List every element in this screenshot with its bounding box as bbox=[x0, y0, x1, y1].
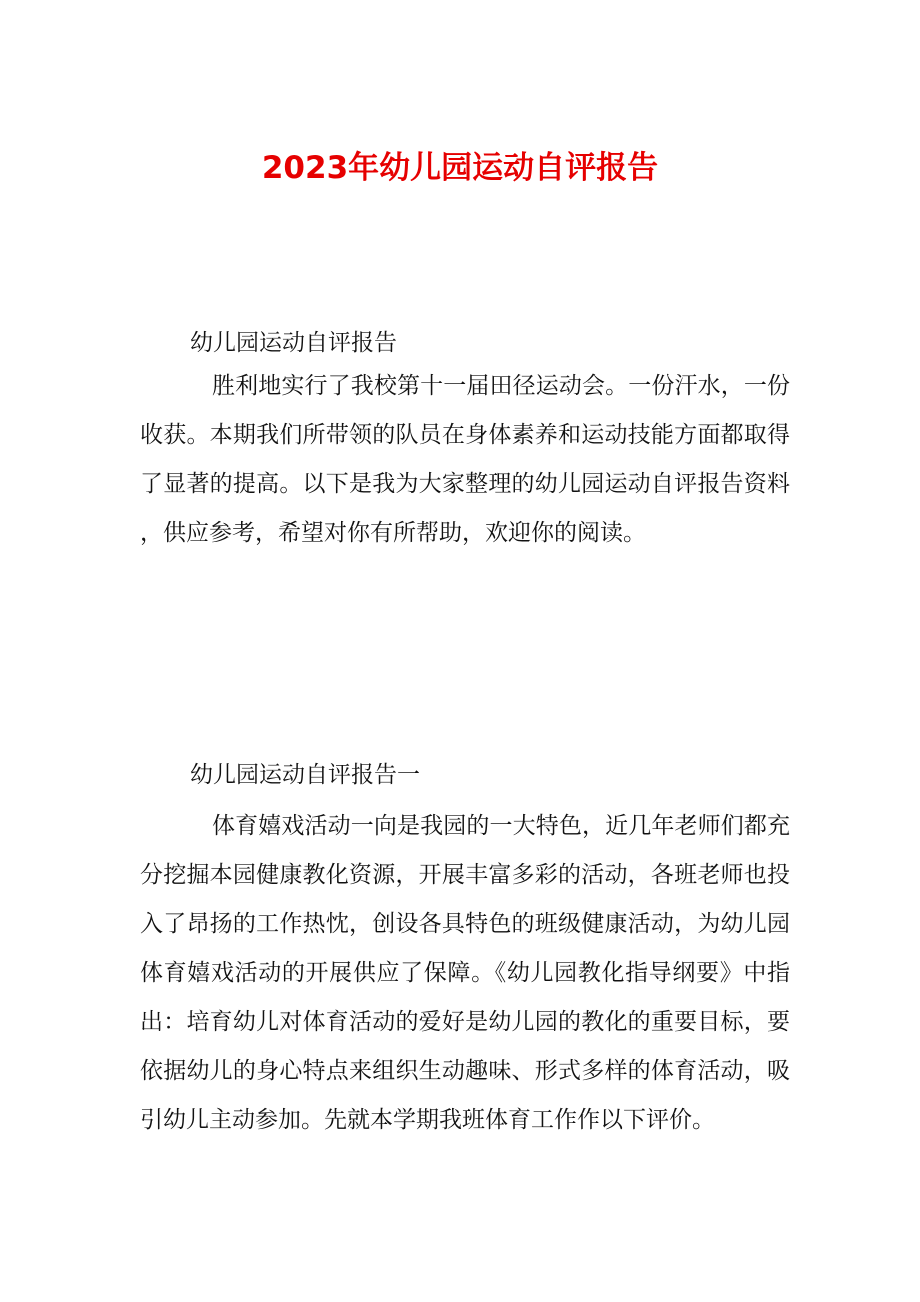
section-2-paragraph: 体育嬉戏活动一向是我园的一大特色，近几年老师们都充分挖掘本园健康教化资源，开展丰富多彩的活动，各班老师也投入了昂扬的工作热忱，创设各具特色的班级健康活动，为幼儿园体育嬉戏活动的开展供应了保障。《幼儿园教化指导纲要》中指出：培育幼儿对体育活动的爱好是幼儿园的教化的重要目标，要依据幼儿的身心特点来组织生动趣味、形式多样的体育活动，吸引幼儿主动参加。先就本学期我班体育工作作以下评价。 bbox=[140, 813, 790, 1133]
section-1-paragraph: 胜利地实行了我校第十一届田径运动会。一份汗水，一份收获。本期我们所带领的队员在身体素养和运动技能方面都取得了显著的提高。以下是我为大家整理的幼儿园运动自评报告资料，供应参考，希望对你有所帮助，欢迎你的阅读。 bbox=[140, 373, 790, 546]
document-title: 2023年幼儿园运动自评报告 bbox=[261, 150, 659, 186]
section-1-heading: 幼儿园运动自评报告 bbox=[190, 330, 397, 356]
section-2-heading: 幼儿园运动自评报告一 bbox=[190, 762, 420, 788]
